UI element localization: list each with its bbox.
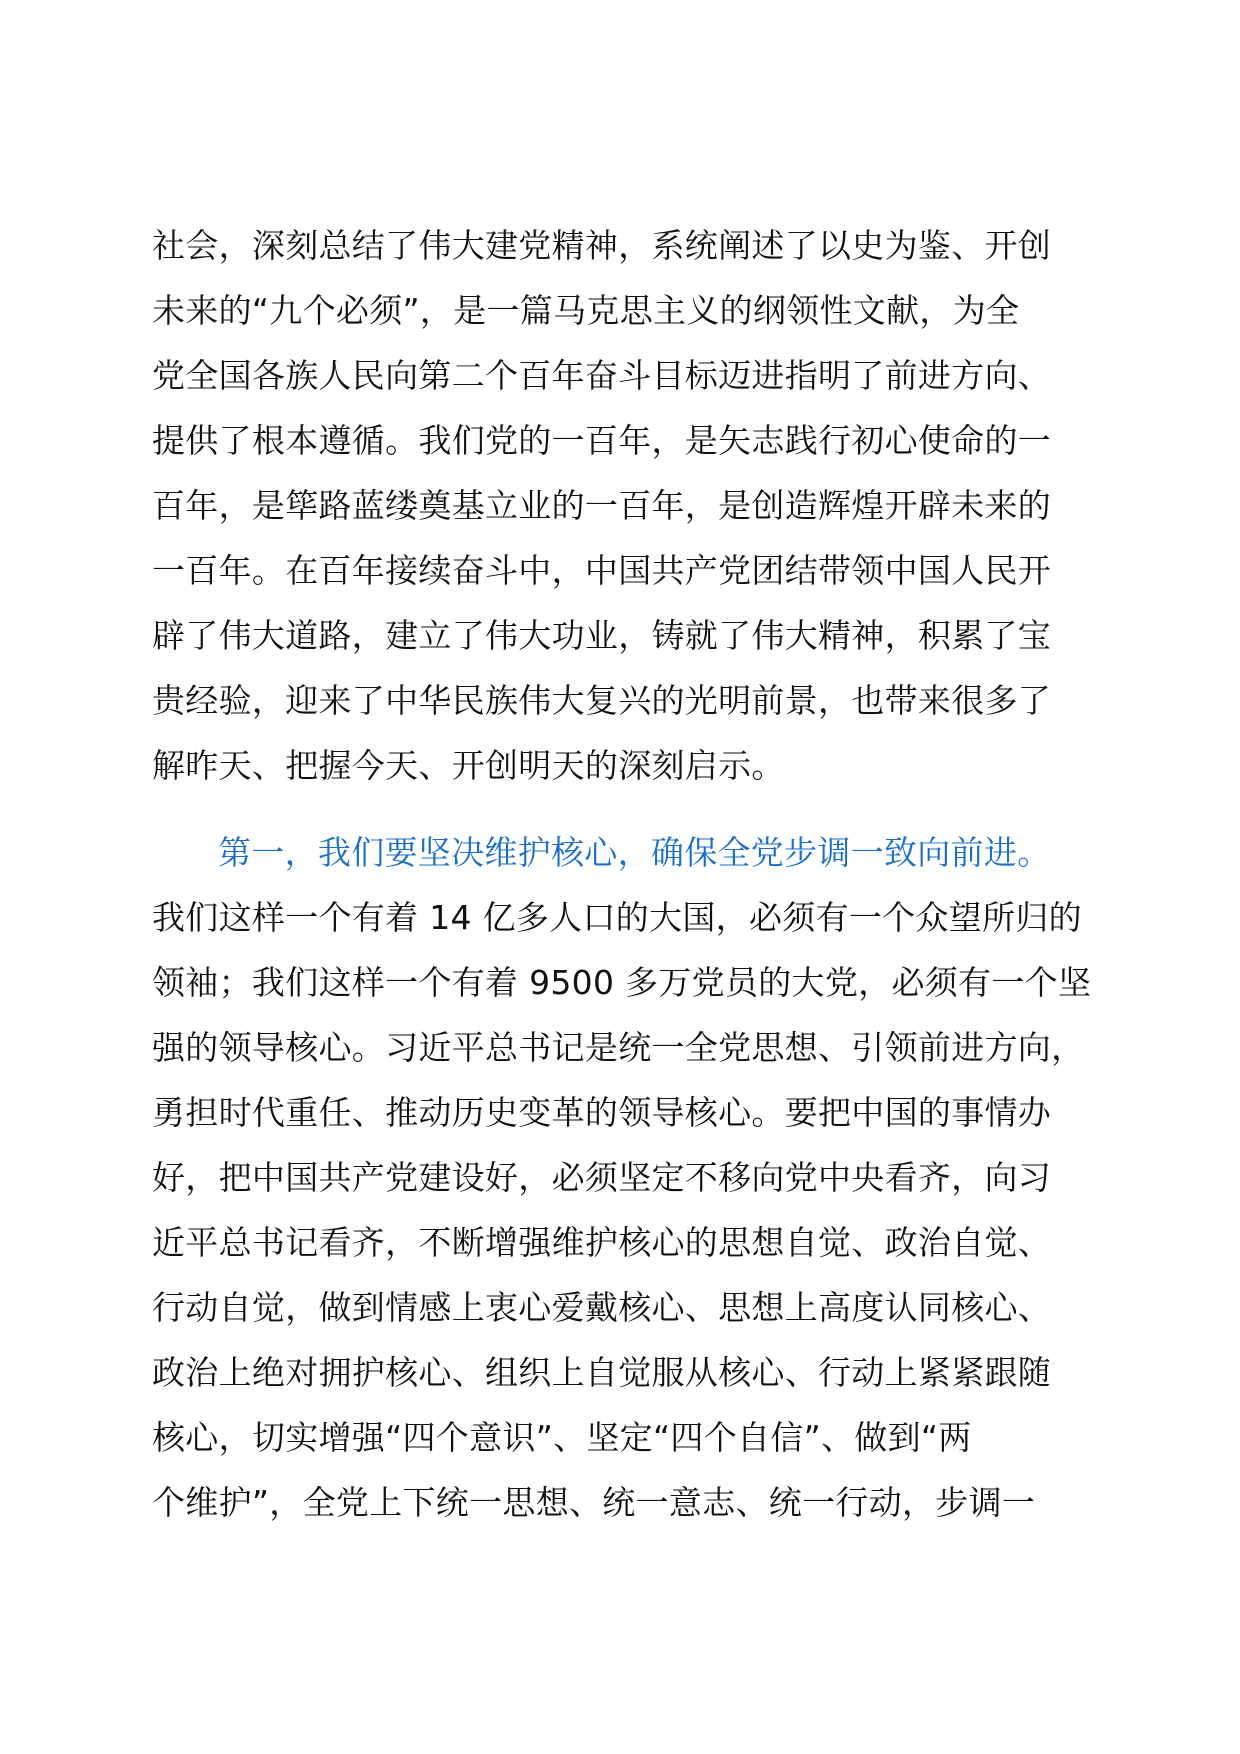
text-line: 贵经验，迎来了中华民族伟大复兴的光明前景，也带来很多了 xyxy=(152,681,1052,720)
text-line: 好，把中国共产党建设好，必须坚定不移向党中央看齐，向习 xyxy=(152,1158,1052,1197)
text-line: 近平总书记看齐，不断增强维护核心的思想自觉、政治自觉、 xyxy=(152,1223,1052,1262)
text-line: 领袖；我们这样一个有着 9500 多万党员的大党，必须有一个坚 xyxy=(152,963,1092,1002)
text-line: 一百年。在百年接续奋斗中，中国共产党团结带领中国人民开 xyxy=(152,551,1052,590)
text-line: 解昨天、把握今天、开创明天的深刻启示。 xyxy=(152,746,785,785)
text-line: 政治上绝对拥护核心、组织上自觉服从核心、行动上紧紧跟随 xyxy=(152,1353,1052,1392)
text-line: 行动自觉，做到情感上衷心爱戴核心、思想上高度认同核心、 xyxy=(152,1288,1052,1327)
text-line: 党全国各族人民向第二个百年奋斗目标迈进指明了前进方向、 xyxy=(152,356,1052,395)
section-one xyxy=(152,820,1112,1535)
text-line: 我们这样一个有着 14 亿多人口的大国，必须有一个众望所归的 xyxy=(152,898,1082,937)
paragraph-intro xyxy=(152,213,1112,798)
text-line: 社会，深刻总结了伟大建党精神，系统阐述了以史为鉴、开创 xyxy=(152,226,1052,265)
section-heading: 第一，我们要坚决维护核心，确保全党步调一致向前进。 xyxy=(218,833,1051,872)
text-line: 提供了根本遵循。我们党的一百年，是矢志践行初心使命的一 xyxy=(152,421,1052,460)
text-line: 核心，切实增强“四个意识”、坚定“四个自信”、做到“两 xyxy=(152,1418,972,1457)
text-line: 辟了伟大道路，建立了伟大功业，铸就了伟大精神，积累了宝 xyxy=(152,616,1052,655)
text-line: 百年，是筚路蓝缕奠基立业的一百年，是创造辉煌开辟未来的 xyxy=(152,486,1052,525)
text-line: 勇担时代重任、推动历史变革的领导核心。要把中国的事情办 xyxy=(152,1093,1052,1132)
text-line: 强的领导核心。习近平总书记是统一全党思想、引领前进方向， xyxy=(152,1028,1085,1067)
text-line: 未来的“九个必须”，是一篇马克思主义的纲领性文献，为全 xyxy=(152,291,1020,330)
text-line: 个维护”，全党上下统一思想、统一意志、统一行动，步调一 xyxy=(152,1483,1036,1522)
